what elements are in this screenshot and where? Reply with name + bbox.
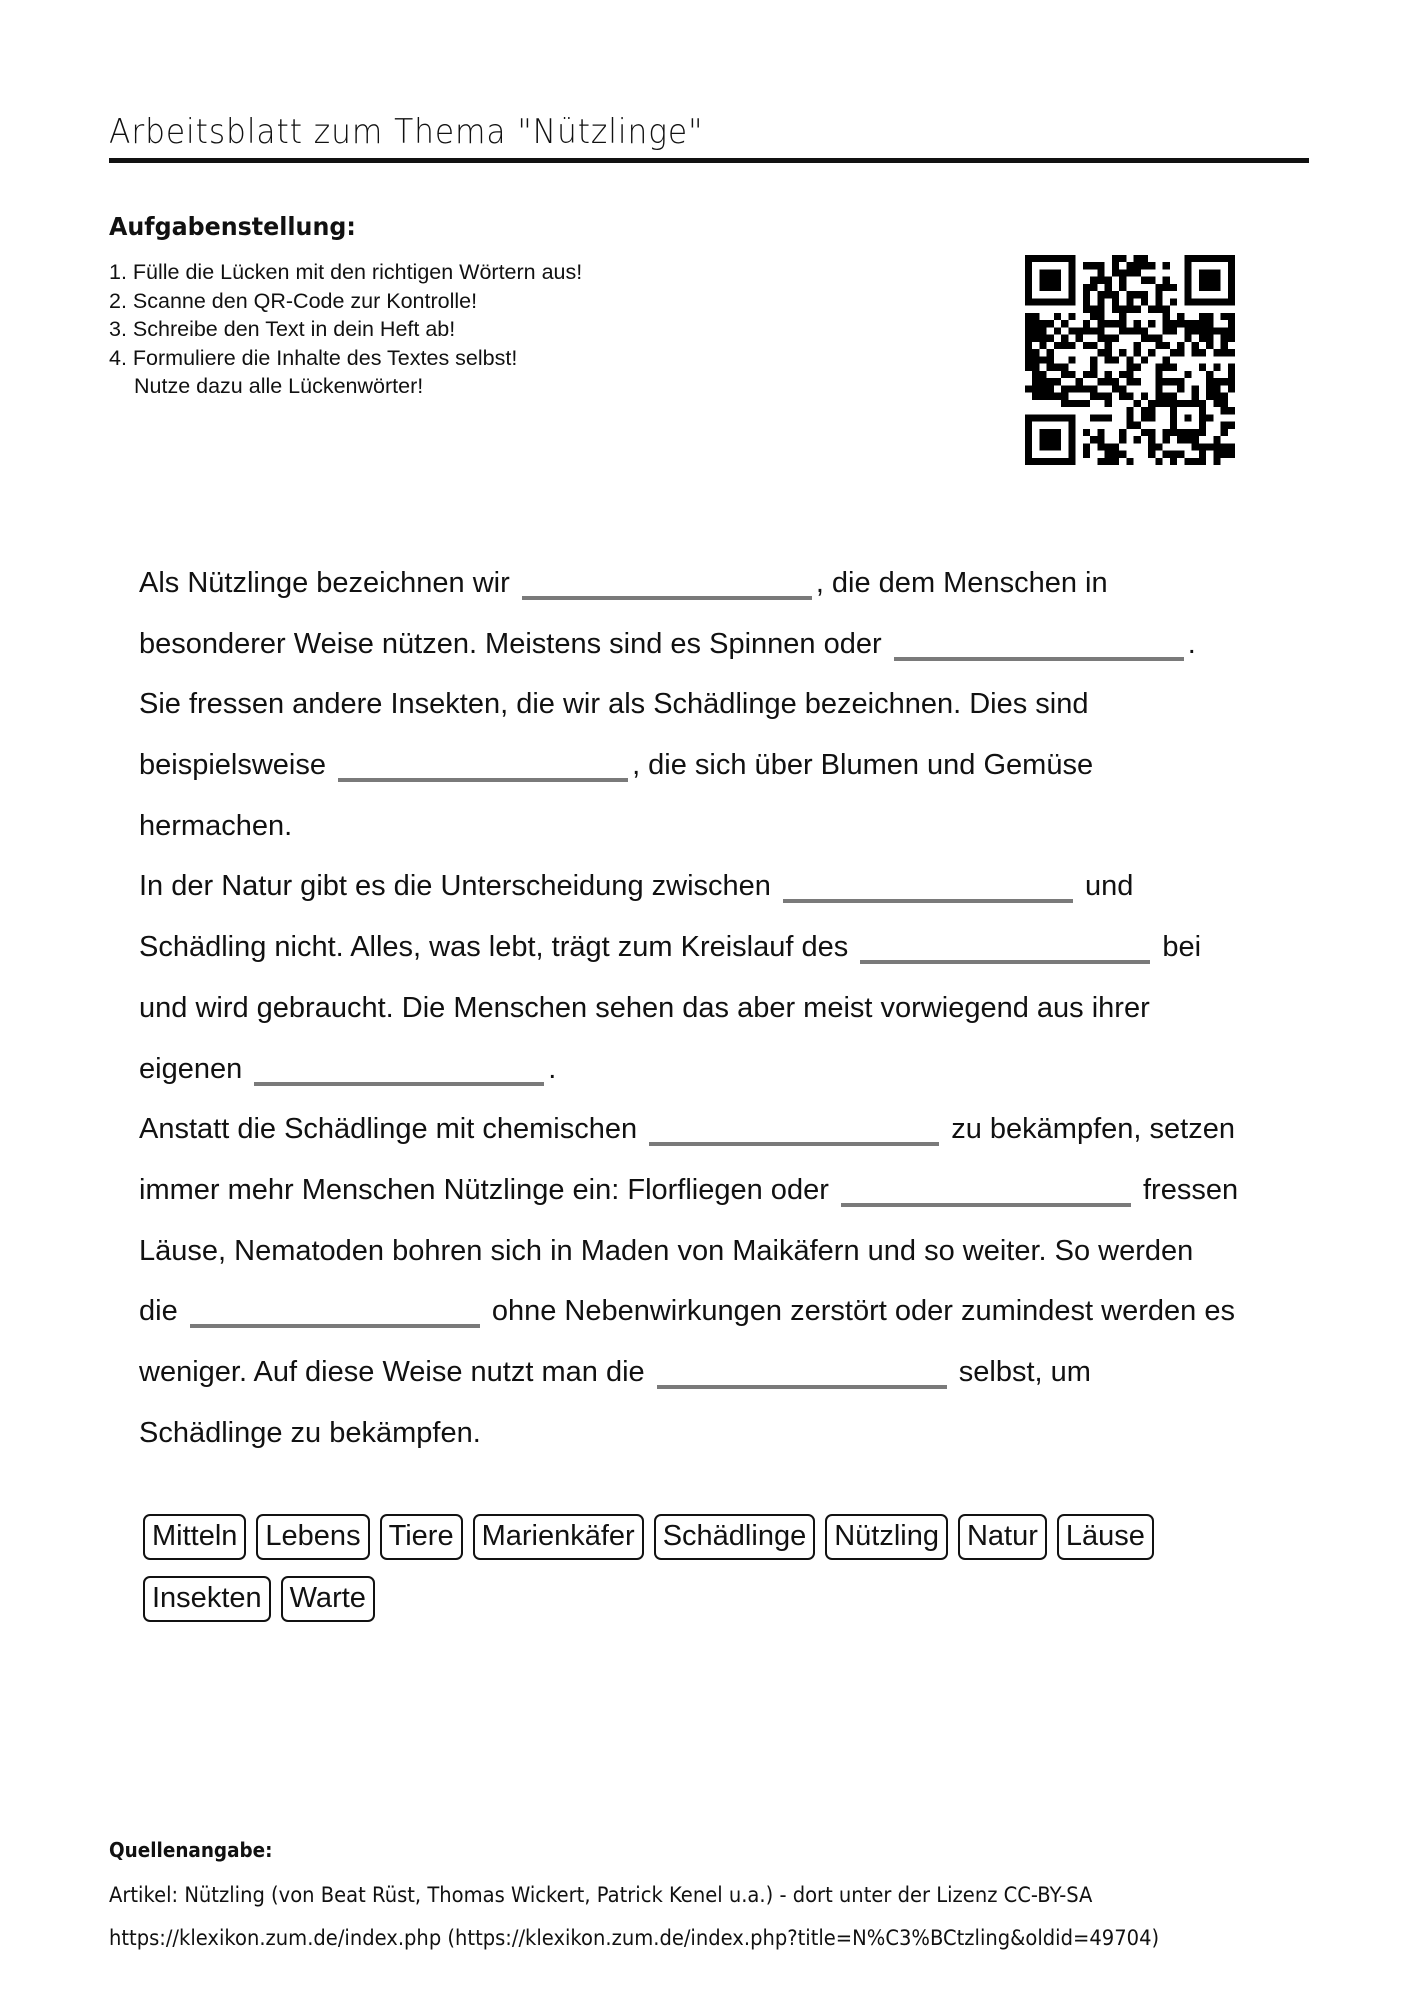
text-line [139, 614, 1279, 675]
source-article: Artikel: Nützling (von Beat Rüst, Thomas Wickert, Patrick Kenel u.a.) - dort unter der Lizenz CC-BY-SA [109, 1883, 1093, 1907]
text-segment: immer mehr Menschen Nützlinge ein: Florfliegen oder [139, 1173, 829, 1206]
text-line [139, 1281, 1279, 1342]
text-segment: eigenen [139, 1052, 243, 1085]
blank-gap[interactable] [783, 873, 1073, 903]
source-link[interactable]: https://klexikon.zum.de/index.php (https://klexikon.zum.de/index.php?title=N%C3%BCtzling&oldid=49704) [109, 1926, 1160, 1950]
text-line [139, 1099, 1279, 1160]
text-segment: In der Natur gibt es die Unterscheidung zwischen [139, 870, 771, 903]
blank-gap[interactable] [860, 934, 1150, 964]
text-segment: . [548, 1052, 557, 1085]
word-chip[interactable]: Läuse [1057, 1514, 1154, 1560]
source-heading: Quellenangabe: [109, 1838, 273, 1862]
blank-gap[interactable] [338, 752, 628, 782]
blank-gap[interactable] [254, 1056, 544, 1086]
text-segment: fressen [1142, 1173, 1239, 1206]
qr-code-icon[interactable] [1025, 255, 1235, 465]
task-item: Nutze dazu alle Lückenwörter! [134, 374, 424, 398]
text-line [139, 978, 1279, 1039]
text-line [139, 1160, 1279, 1221]
text-segment: selbst, um [958, 1355, 1091, 1388]
blank-gap[interactable] [657, 1359, 947, 1389]
text-line [139, 1039, 1279, 1100]
task-list [109, 258, 582, 401]
text-segment: besonderer Weise nützen. Meistens sind es Spinnen oder [139, 627, 882, 660]
blank-gap[interactable] [841, 1177, 1131, 1207]
text-line [139, 735, 1279, 796]
cloze-text [139, 553, 1279, 1463]
word-chip[interactable]: Natur [958, 1514, 1047, 1560]
text-segment: Schädling nicht. Alles, was lebt, trägt zum Kreislauf des [139, 931, 849, 964]
word-chip[interactable]: Marienkäfer [473, 1514, 644, 1560]
text-line [139, 796, 1279, 857]
word-chip[interactable]: Schädlinge [654, 1514, 816, 1560]
text-segment: , die sich über Blumen und Gemüse [632, 749, 1094, 782]
word-chip[interactable]: Warte [281, 1576, 375, 1622]
text-segment: Sie fressen andere Insekten, die wir als Schädlinge bezeichnen. Dies sind [139, 688, 1089, 721]
text-segment: beispielsweise [139, 749, 326, 782]
text-segment: ohne Nebenwirkungen zerstört oder zumindest werden es [491, 1295, 1235, 1328]
text-line [139, 856, 1279, 917]
word-chip[interactable]: Mitteln [143, 1514, 246, 1560]
word-chip[interactable]: Tiere [380, 1514, 463, 1560]
blank-gap[interactable] [649, 1116, 939, 1146]
text-segment: Anstatt die Schädlinge mit chemischen [139, 1113, 638, 1146]
text-segment: bei [1162, 931, 1202, 964]
text-segment: die [139, 1295, 178, 1328]
word-chip[interactable]: Nützling [825, 1514, 948, 1560]
text-line [139, 1342, 1279, 1403]
text-segment: weniger. Auf diese Weise nutzt man die [139, 1355, 645, 1388]
text-segment: und wird gebraucht. Die Menschen sehen das aber meist vorwiegend aus ihrer [139, 991, 1150, 1024]
word-bank [143, 1514, 1243, 1628]
blank-gap[interactable] [522, 570, 812, 600]
text-line [139, 553, 1279, 614]
text-line [139, 1221, 1279, 1282]
task-heading: Aufgabenstellung: [109, 212, 356, 241]
text-segment: Als Nützlinge bezeichnen wir [139, 567, 510, 599]
text-line [139, 674, 1279, 735]
text-segment: hermachen. [139, 809, 293, 842]
text-line [139, 1403, 1279, 1464]
task-item: 3. Schreibe den Text in dein Heft ab! [109, 317, 456, 341]
text-segment: und [1085, 870, 1134, 903]
title-divider [109, 158, 1309, 163]
text-line [139, 917, 1279, 978]
word-chip[interactable]: Lebens [256, 1514, 369, 1560]
text-segment: Schädlinge zu bekämpfen. [139, 1416, 481, 1449]
blank-gap[interactable] [190, 1298, 480, 1328]
text-segment: . [1187, 627, 1196, 660]
text-segment: Läuse, Nematoden bohren sich in Maden von Maikäfern und so weiter. So werden [139, 1234, 1194, 1267]
text-segment: zu bekämpfen, setzen [951, 1113, 1235, 1146]
worksheet-title: Arbeitsblatt zum Thema "Nützlinge" [109, 112, 704, 152]
task-item: 2. Scanne den QR-Code zur Kontrolle! [109, 288, 478, 313]
task-item: 4. Formuliere die Inhalte des Textes selbst! [109, 345, 518, 370]
blank-gap[interactable] [894, 631, 1184, 661]
task-item: 1. Fülle die Lücken mit den richtigen Wörtern aus! [109, 260, 583, 284]
text-segment: , die dem Menschen in [815, 567, 1108, 599]
word-chip[interactable]: Insekten [143, 1576, 271, 1622]
